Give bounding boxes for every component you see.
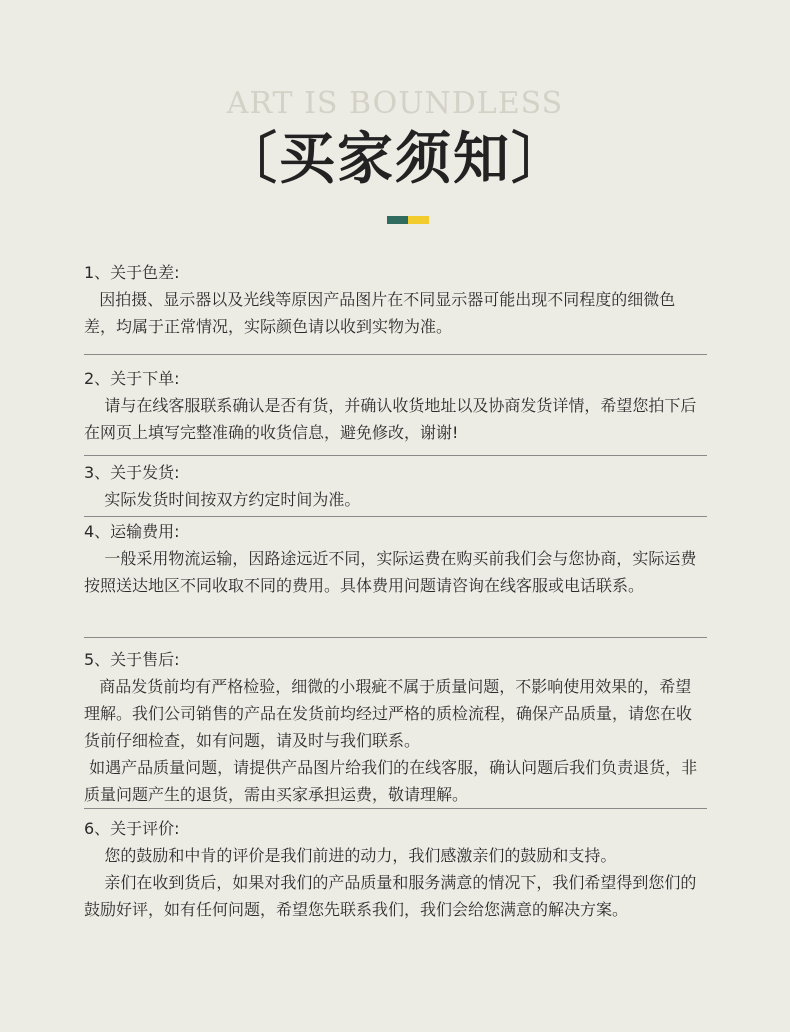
divider <box>84 455 707 456</box>
section-freight-cost <box>84 518 707 599</box>
section-shipping <box>84 459 707 513</box>
title-decoration <box>387 216 429 224</box>
section-heading: 1、关于色差: <box>84 263 180 282</box>
decoration-bar-teal <box>387 216 408 224</box>
section-after-sales <box>84 646 707 808</box>
subtitle: ART IS BOUNDLESS <box>226 86 564 121</box>
divider <box>84 516 707 517</box>
section-heading: 5、关于售后: <box>84 650 180 669</box>
section-heading: 2、关于下单: <box>84 369 180 388</box>
divider <box>84 808 707 809</box>
section-paragraph: 实际发货时间按双方约定时间为准。 <box>84 490 361 509</box>
section-color-difference <box>84 259 707 340</box>
section-heading: 6、关于评价: <box>84 819 180 838</box>
section-paragraph: 请与在线客服联系确认是否有货，并确认收货地址以及协商发货详情，希望您拍下后在网页上填写完整准确的收货信息，避免修改，谢谢! <box>84 396 697 442</box>
page-title: 〔买家须知〕 <box>221 126 569 192</box>
section-paragraph: 亲们在收到货后，如果对我们的产品质量和服务满意的情况下，我们希望得到您们的鼓励好评，如有任何问题，希望您先联系我们，我们会给您满意的解决方案。 <box>84 873 697 919</box>
section-paragraph: 商品发货前均有严格检验，细微的小瑕疵不属于质量问题，不影响使用效果的，希望理解。我们公司销售的产品在发货前均经过严格的质检流程，确保产品质量，请您在收货前仔细检查，如有问题，请及时与我们联系。 <box>84 677 693 750</box>
section-ordering <box>84 365 707 446</box>
section-heading: 3、关于发货: <box>84 463 180 482</box>
section-paragraph: 您的鼓励和中肯的评价是我们前进的动力，我们感激亲们的鼓励和支持。 <box>84 846 617 865</box>
decoration-bar-yellow <box>408 216 429 224</box>
divider <box>84 354 707 355</box>
section-paragraph: 一般采用物流运输，因路途远近不同，实际运费在购买前我们会与您协商，实际运费按照送达地区不同收取不同的费用。具体费用问题请咨询在线客服或电话联系。 <box>84 549 697 595</box>
section-reviews <box>84 815 707 923</box>
section-heading: 4、运输费用: <box>84 522 180 541</box>
section-paragraph: 如遇产品质量问题，请提供产品图片给我们的在线客服，确认问题后我们负责退货，非质量问题产生的退货，需由买家承担运费，敬请理解。 <box>84 758 698 804</box>
divider <box>84 637 707 638</box>
section-paragraph: 因拍摄、显示器以及光线等原因产品图片在不同显示器可能出现不同程度的细微色差，均属于正常情况，实际颜色请以收到实物为准。 <box>84 290 676 336</box>
